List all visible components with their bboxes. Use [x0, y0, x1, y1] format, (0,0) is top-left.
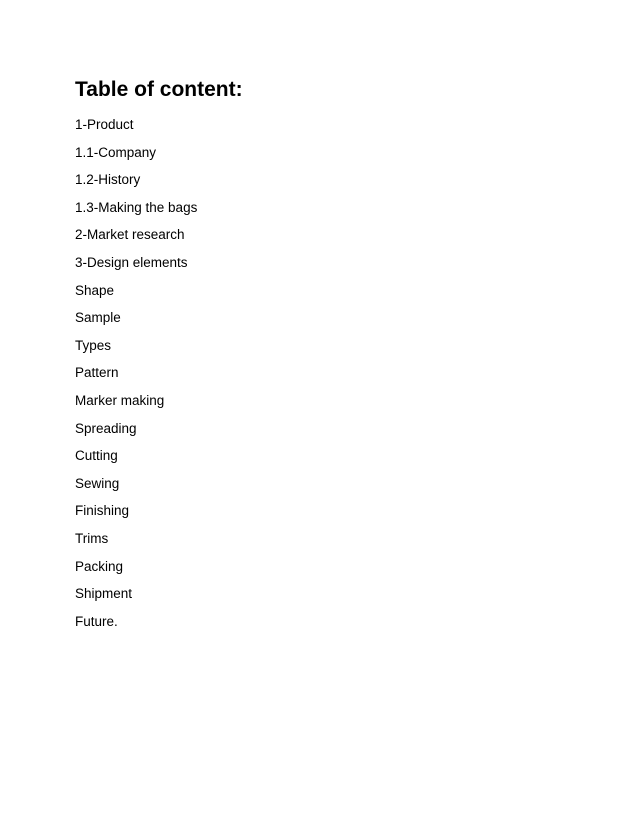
toc-item-shape: Shape: [75, 282, 115, 298]
toc-item-spreading: Spreading: [75, 420, 137, 436]
toc-list: [75, 115, 197, 639]
toc-item-history: 1.2-History: [75, 172, 141, 188]
toc-item-company: 1.1-Company: [75, 144, 157, 160]
toc-item-design-elements: 3-Design elements: [75, 254, 188, 270]
toc-item-marker-making: Marker making: [75, 392, 165, 408]
toc-item-market-research: 2-Market research: [75, 227, 185, 243]
toc-item-sewing: Sewing: [75, 475, 120, 491]
toc-item-product: 1-Product: [75, 117, 134, 132]
toc-title: Table of content:: [75, 78, 243, 101]
toc-item-trims: Trims: [75, 530, 109, 546]
toc-item-sample: Sample: [75, 310, 121, 326]
toc-item-cutting: Cutting: [75, 448, 118, 464]
toc-item-packing: Packing: [75, 558, 124, 574]
toc-item-pattern: Pattern: [75, 365, 119, 381]
toc-item-finishing: Finishing: [75, 503, 130, 519]
toc-item-types: Types: [75, 337, 112, 353]
toc-item-making-the-bags: 1.3-Making the bags: [75, 199, 198, 215]
toc-item-future: Future.: [75, 613, 118, 629]
toc-item-shipment: Shipment: [75, 586, 133, 602]
